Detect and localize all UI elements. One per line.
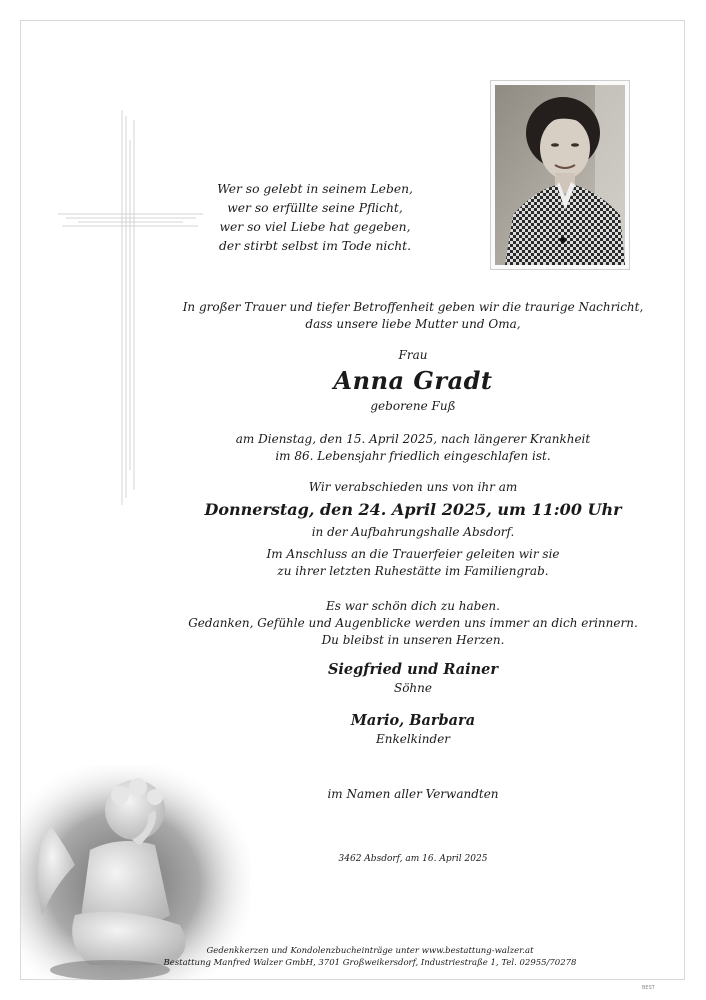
footer-line: Bestattung Manfred Walzer GmbH, 3701 Großweikersdorf, Industriestraße 1, Tel. 02955/70278 — [163, 958, 577, 968]
closing-line: Es war schön dich zu haben. — [326, 599, 500, 613]
portrait-photo — [495, 85, 625, 265]
salutation: Frau — [398, 348, 428, 362]
mourner-names: Mario, Barbara — [350, 712, 476, 729]
funeral-datetime: Donnerstag, den 24. April 2025, um 11:00 Uhr — [204, 500, 622, 519]
maiden-name: geborene Fuß — [370, 399, 456, 413]
announcement-line: dass unsere liebe Mutter und Oma, — [305, 317, 521, 331]
death-notice-line: im 86. Lebensjahr friedlich eingeschlafen ist. — [275, 449, 551, 463]
closing-line: Du bleibst in unseren Herzen. — [321, 633, 505, 647]
footer-line: Gedenkkerzen und Kondolenzbucheinträge unter www.bestattung-walzer.at — [206, 946, 534, 956]
burial-line: zu ihrer letzten Ruhestätte im Familiengrab. — [277, 564, 549, 578]
poem-line: Wer so gelebt in seinem Leben, — [217, 182, 413, 196]
mourner-relation: Enkelkinder — [375, 732, 451, 746]
poem-line: wer so viel Liebe hat gegeben, — [219, 220, 411, 234]
death-notice-line: am Dienstag, den 15. April 2025, nach längerer Krankheit — [235, 432, 591, 446]
announcement-line: In großer Trauer und tiefer Betroffenheit geben wir die traurige Nachricht, — [182, 300, 644, 314]
funeral-location: in der Aufbahrungshalle Absdorf. — [311, 525, 515, 539]
relatives-note: im Namen aller Verwandten — [327, 787, 499, 801]
mourner-relation: Söhne — [393, 681, 432, 695]
poem-line: der stirbt selbst im Tode nicht. — [219, 239, 411, 253]
farewell-intro: Wir verabschieden uns von ihr am — [308, 480, 518, 494]
deceased-name: Anna Gradt — [333, 366, 493, 395]
publisher-logo: BEST — [642, 985, 655, 991]
mourner-names: Siegfried und Rainer — [327, 661, 499, 678]
closing-line: Gedanken, Gefühle und Augenblicke werden uns immer an dich erinnern. — [188, 616, 638, 630]
burial-line: Im Anschluss an die Trauerfeier geleiten wir sie — [266, 547, 560, 561]
portrait-frame — [490, 80, 630, 270]
place-date: 3462 Absdorf, am 16. April 2025 — [338, 854, 488, 864]
poem-line: wer so erfüllte seine Pflicht, — [227, 201, 403, 215]
